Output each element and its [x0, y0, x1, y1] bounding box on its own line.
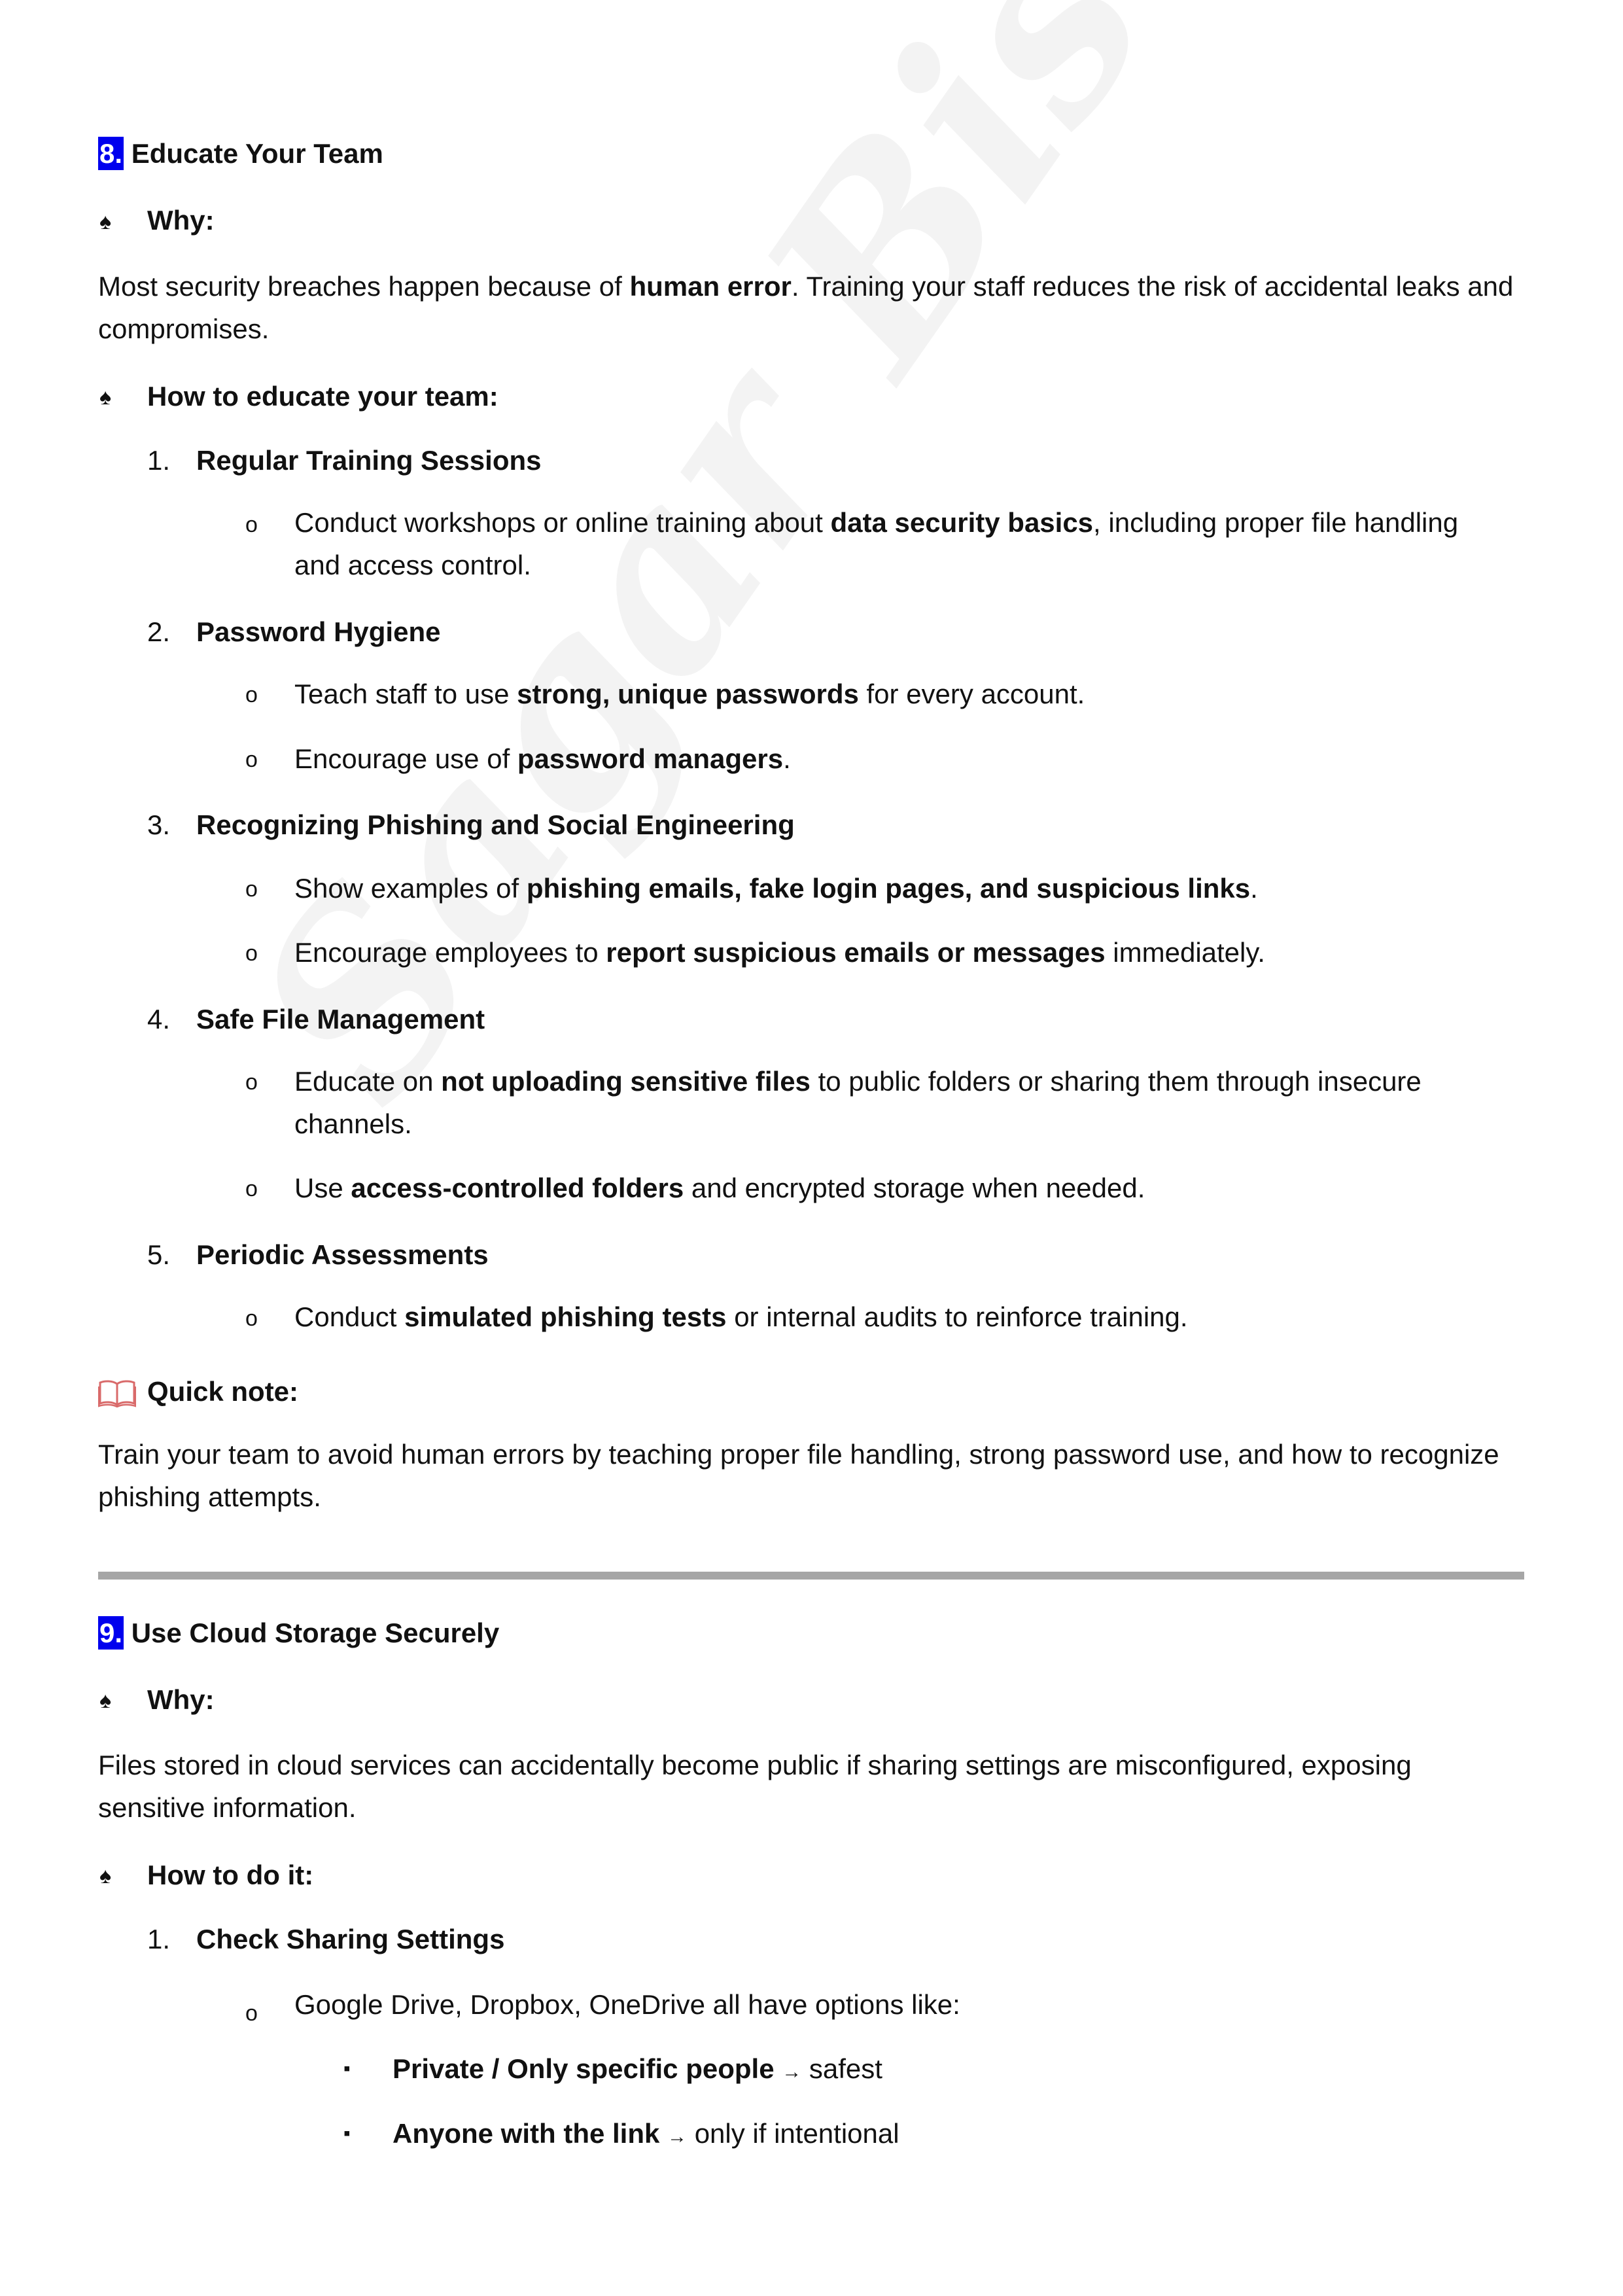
text-run: . Training your staff reduces the risk of accidental leaks and compromises.	[98, 271, 1514, 344]
why-label: Why:	[147, 1684, 215, 1715]
list-item-title: Recognizing Phishing and Social Engineering	[196, 809, 795, 840]
list-bullet	[393, 2120, 899, 2147]
circle-bullet-icon: o	[245, 682, 258, 707]
list-item-title: Safe File Management	[196, 1004, 485, 1034]
bold-run: data security basics	[830, 507, 1094, 538]
list-subitem	[294, 1296, 1492, 1338]
list-subitem	[294, 501, 1492, 586]
list-number: 5.	[147, 1239, 171, 1270]
circle-bullet-icon: o	[245, 1306, 258, 1331]
circle-bullet-icon: o	[245, 1176, 258, 1201]
arrow-icon: →	[782, 2061, 802, 2083]
text-run: or internal audits to reinforce training.	[726, 1301, 1188, 1332]
list-number: 2.	[147, 616, 171, 647]
list-subitem	[294, 737, 1492, 780]
how-label: How to educate your team:	[147, 381, 498, 412]
list-item-title: Check Sharing Settings	[196, 1924, 505, 1954]
text-run: Use	[294, 1173, 351, 1203]
text-run: immediately.	[1105, 937, 1265, 968]
text-run: to public folders or sharing them through insecure channels.	[294, 1066, 1422, 1139]
section-8-heading	[98, 140, 383, 168]
list-item-title: Periodic Assessments	[196, 1239, 489, 1270]
text-run: Show examples of	[294, 873, 527, 904]
text-run: and encrypted storage when needed.	[684, 1173, 1145, 1203]
circle-bullet-icon: o	[245, 1070, 258, 1095]
bold-run: access-controlled folders	[351, 1173, 684, 1203]
list-number: 3.	[147, 809, 171, 840]
bold-run: password managers	[517, 743, 784, 774]
circle-bullet-icon: o	[245, 512, 258, 537]
section-number: 9.	[99, 1617, 123, 1648]
text-run: Encourage use of	[294, 743, 517, 774]
list-subitem	[294, 1060, 1492, 1145]
text-run: Teach staff to use	[294, 679, 517, 709]
text-run: only if intentional	[687, 2118, 899, 2149]
open-book-icon	[98, 1379, 136, 1407]
section-9-heading	[98, 1619, 499, 1647]
text-run: .	[1250, 873, 1258, 904]
how-label: How to do it:	[147, 1860, 314, 1890]
circle-bullet-icon: o	[245, 941, 258, 966]
text-run: Encourage employees to	[294, 937, 606, 968]
bold-run: Anyone with the link	[393, 2118, 660, 2149]
list-number: 4.	[147, 1004, 171, 1034]
why-paragraph	[98, 265, 1518, 350]
why-paragraph: Files stored in cloud services can accidentally become public if sharing settings are misconfigured, exposing sensitive information.	[98, 1750, 1412, 1823]
arrow-icon: →	[667, 2126, 688, 2147]
bold-run: phishing emails, fake login pages, and suspicious links	[526, 873, 1251, 904]
list-number: 1.	[147, 1924, 171, 1954]
section-title: Educate Your Team	[131, 138, 383, 169]
bold-run: report suspicious emails or messages	[606, 937, 1106, 968]
text-run: for every account.	[858, 679, 1085, 709]
text-run: , including proper file handling and access control.	[294, 507, 1459, 580]
text-run: Educate on	[294, 1066, 442, 1097]
bold-run: strong, unique passwords	[517, 679, 859, 709]
quick-note-label: Quick note:	[147, 1376, 299, 1407]
text-run: safest	[801, 2053, 882, 2084]
quick-note-paragraph: Train your team to avoid human errors by teaching proper file handling, strong password use, and how to recognize phishing attempts.	[98, 1439, 1499, 1512]
spade-bullet-icon: ♠	[99, 1863, 112, 1888]
square-bullet-icon: ▪	[343, 2058, 351, 2079]
circle-bullet-icon: o	[245, 877, 258, 902]
text-run: .	[783, 743, 791, 774]
list-subitem	[294, 867, 1492, 910]
square-bullet-icon: ▪	[343, 2123, 351, 2144]
list-subitem	[294, 931, 1492, 974]
spade-bullet-icon: ♠	[99, 209, 112, 234]
list-item-title: Password Hygiene	[196, 616, 441, 647]
section-title: Use Cloud Storage Securely	[131, 1617, 500, 1648]
list-subitem	[294, 673, 1492, 715]
bold-run: not uploading sensitive files	[441, 1066, 811, 1097]
list-subitem: Google Drive, Dropbox, OneDrive all have options like:	[294, 1989, 960, 2020]
list-bullet	[393, 2055, 882, 2083]
section-number: 8.	[99, 138, 123, 169]
text-run: Conduct	[294, 1301, 405, 1332]
spade-bullet-icon: ♠	[99, 1688, 112, 1713]
text-run: Most security breaches happen because of	[98, 271, 630, 302]
bold-run: Private / Only specific people	[393, 2053, 775, 2084]
circle-bullet-icon: o	[245, 747, 258, 772]
list-number: 1.	[147, 445, 171, 476]
text-run: Conduct workshops or online training about	[294, 507, 831, 538]
list-subitem	[294, 1167, 1492, 1209]
why-label: Why:	[147, 205, 215, 236]
circle-bullet-icon: o	[245, 2001, 258, 2026]
bold-run: human error	[629, 271, 792, 302]
list-item-title: Regular Training Sessions	[196, 445, 542, 476]
horizontal-divider	[98, 1572, 1524, 1580]
spade-bullet-icon: ♠	[99, 385, 112, 410]
bold-run: simulated phishing tests	[404, 1301, 727, 1332]
